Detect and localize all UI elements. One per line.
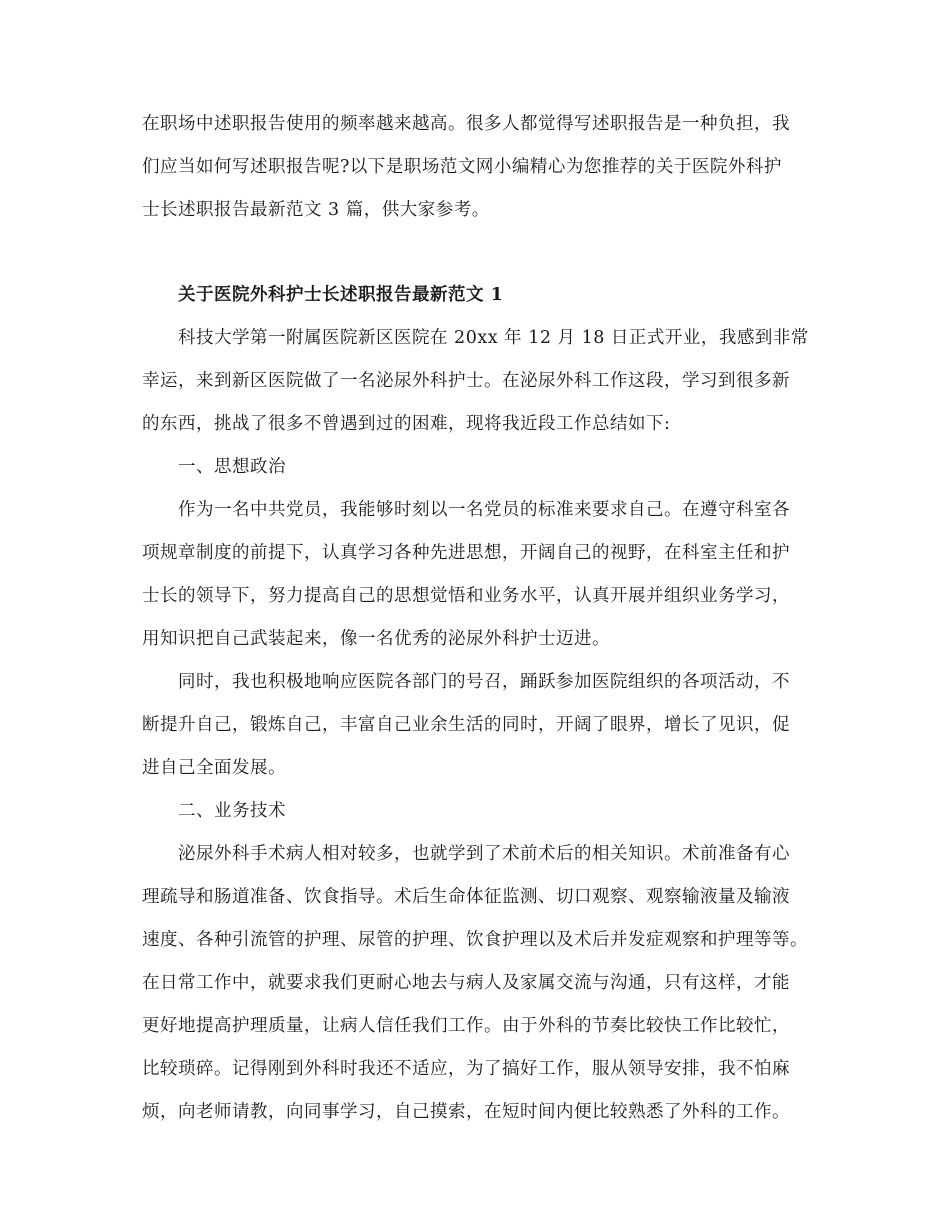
paragraph-activities xyxy=(142,661,818,790)
text-line: 用知识把自己武装起来，像一名优秀的泌尿外科护士迈进。 xyxy=(142,629,610,649)
text-line: 烦，向老师请教，向同事学习，自己摸索，在短时间内便比较熟悉了外科的工作。 xyxy=(142,1102,790,1122)
paragraph-business xyxy=(142,833,818,1134)
text-line: 比较琐碎。记得刚到外科时我还不适应，为了搞好工作，服从领导安排，我不怕麻 xyxy=(142,1059,790,1079)
document-body xyxy=(142,103,818,1134)
text-line: 泌尿外科手术病人相对较多，也就学到了术前术后的相关知识。术前准备有心 xyxy=(178,844,790,864)
text-line: 士长的领导下，努力提高自己的思想觉悟和业务水平，认真开展并组织业务学习， xyxy=(142,586,790,606)
section-title: 关于医院外科护士长述职报告最新范文 1 xyxy=(178,285,504,305)
text-line: 理疏导和肠道准备、饮食指导。术后生命体征监测、切口观察、观察输液量及输液 xyxy=(142,887,790,907)
text-line: 士长述职报告最新范文 3 篇，供大家参考。 xyxy=(142,200,490,220)
text-line: 项规章制度的前提下，认真学习各种先进思想，开阔自己的视野，在科室主任和护 xyxy=(142,543,790,563)
paragraph-opening xyxy=(142,317,818,446)
text-line: 在日常工作中，就要求我们更耐心地去与病人及家属交流与沟通，只有这样，才能 xyxy=(142,973,790,993)
intro-paragraph xyxy=(142,103,818,232)
text-line: 断提升自己，锻炼自己，丰富自己业余生活的同时，开阔了眼界，增长了见识，促 xyxy=(142,715,790,735)
heading-business: 二、业务技术 xyxy=(178,801,286,821)
text-line: 更好地提高护理质量，让病人信任我们工作。由于外科的节奏比较快工作比较忙， xyxy=(142,1016,790,1036)
text-line: 作为一名中共党员，我能够时刻以一名党员的标准来要求自己。在遵守科室各 xyxy=(178,500,790,520)
text-line: 速度、各种引流管的护理、尿管的护理、饮食护理以及术后并发症观察和护理等等。 xyxy=(142,930,808,950)
paragraph-gap xyxy=(142,232,818,274)
text-line: 科技大学第一附属医院新区医院在 20xx 年 12 月 18 日正式开业，我感到非常 xyxy=(178,328,809,348)
text-line: 幸运，来到新区医院做了一名泌尿外科护士。在泌尿外科工作这段，学习到很多新 xyxy=(142,371,790,391)
text-line: 在职场中述职报告使用的频率越来越高。很多人都觉得写述职报告是一种负担，我 xyxy=(142,114,790,134)
text-line: 同时，我也积极地响应医院各部门的号召，踊跃参加医院组织的各项活动，不 xyxy=(178,672,790,692)
text-line: 们应当如何写述职报告呢?以下是职场范文网小编精心为您推荐的关于医院外科护 xyxy=(142,157,782,177)
heading-politics: 一、思想政治 xyxy=(178,457,286,477)
text-line: 进自己全面发展。 xyxy=(142,758,286,778)
paragraph-politics xyxy=(142,489,818,661)
text-line: 的东西，挑战了很多不曾遇到过的困难，现将我近段工作总结如下: xyxy=(142,414,671,434)
